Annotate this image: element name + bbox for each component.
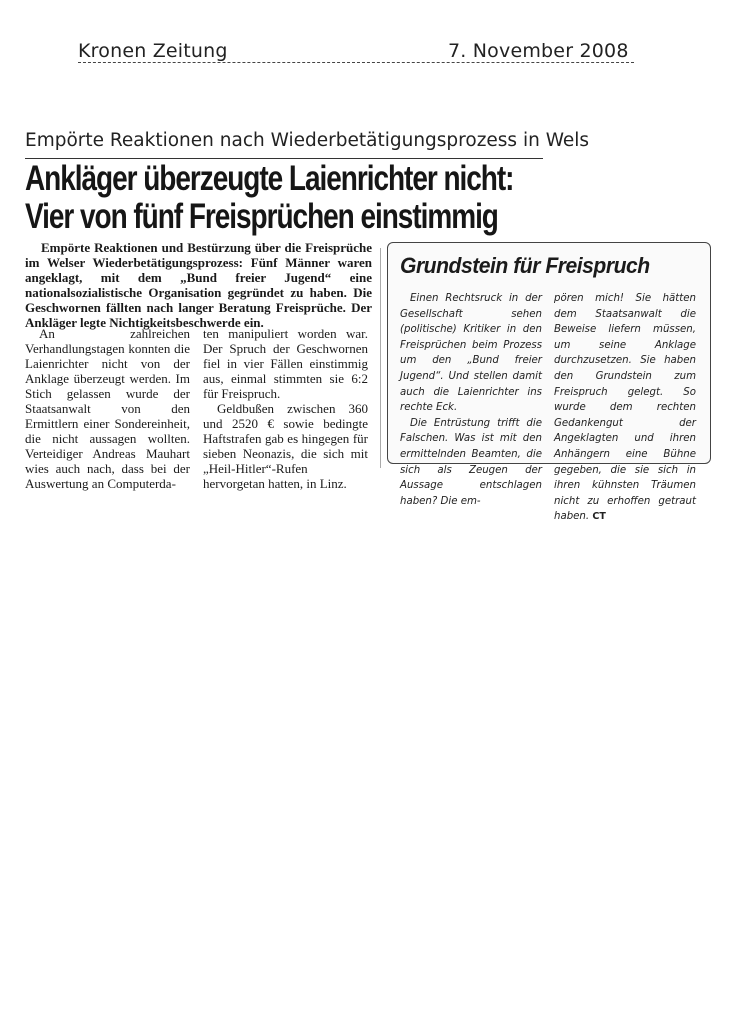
comment-paragraph: Die Entrüstung trifft die Falschen. Was ist mit den ermittelnden Beamten, die sich als Zeugen der Aussage entschlagen haben? Die em-: [400, 417, 542, 507]
header-dashed-rule: [78, 62, 634, 63]
comment-author: CT: [592, 511, 606, 523]
column-divider: [380, 248, 381, 468]
comment-box: [387, 242, 711, 523]
article-headline: [25, 159, 514, 236]
article-column-2: [203, 326, 368, 491]
headline-line-2: Vier von fünf Freisprüchen einstimmig: [25, 197, 498, 236]
headline-line-1: Ankläger überzeugte Laienrichter nicht:: [25, 159, 514, 198]
article-column-1: [25, 326, 190, 491]
newspaper-name: Kronen Zeitung: [78, 40, 228, 62]
article-paragraph: ten manipuliert worden war. Der Spruch der Geschwornen fiel in vier Fällen einstimmig aus, einmal stimmten sie 6:2 für Freispruch.: [203, 326, 368, 401]
comment-paragraph: pören mich! Sie hätten dem Staatsanwalt die Beweise liefern müssen, um seine Anklage durchzusetzen. Sie haben den Grundstein zum Freispruch gelegt. So wurde dem rechten Gedankengut der Angeklagten und ihren Anhängern eine Bühne gegeben, die sie sich in ihren kühnsten Träumen nicht zu erhoffen getraut haben.: [554, 293, 696, 523]
article-paragraph: Geldbußen zwischen 360 und 2520 € sowie bedingte Haftstrafen gab es hingegen für sieben Neonazis, die sich mit „Heil-Hitler“-Rufen hervorgetan hatten, in Linz.: [203, 401, 368, 491]
publication-date: 7. November 2008: [448, 40, 629, 62]
comment-column-2: [554, 291, 696, 525]
article-kicker: Empörte Reaktionen nach Wiederbetätigungsprozess in Wels: [25, 130, 543, 159]
article-lead: Empörte Reaktionen und Bestürzung über die Freisprüche im Welser Wiederbetätigungsprozess: Fünf Männer waren angeklagt, mit dem „Bund freier Jugend“ eine nationalsozialistische Organisation gegründet zu haben. Die Geschwornen fällten nach langer Beratung Freisprüche. Der Ankläger legte Nichtigkeitsbeschwerde ein.: [25, 240, 372, 330]
article-paragraph: An zahlreichen Verhandlungstagen konnten die Laienrichter nicht von der Anklage überzeugt werden. Im Stich gelassen wurde der Staatsanwalt von den Ermittlern einer Sondereinheit, die nicht aussagen wollten. Verteidiger Andreas Mauhart wies auch nach, dass bei der Auswertung an Computerda-: [25, 326, 190, 491]
comment-paragraph: Einen Rechtsruck in der Gesellschaft sehen (politische) Kritiker in den Freisprüchen beim Prozess um den „Bund freier Jugend“. Und stellen damit auch die Laienrichter ins rechte Eck.: [400, 293, 542, 414]
comment-title: Grundstein für Freispruch: [400, 253, 650, 278]
comment-column-1: [400, 291, 542, 509]
